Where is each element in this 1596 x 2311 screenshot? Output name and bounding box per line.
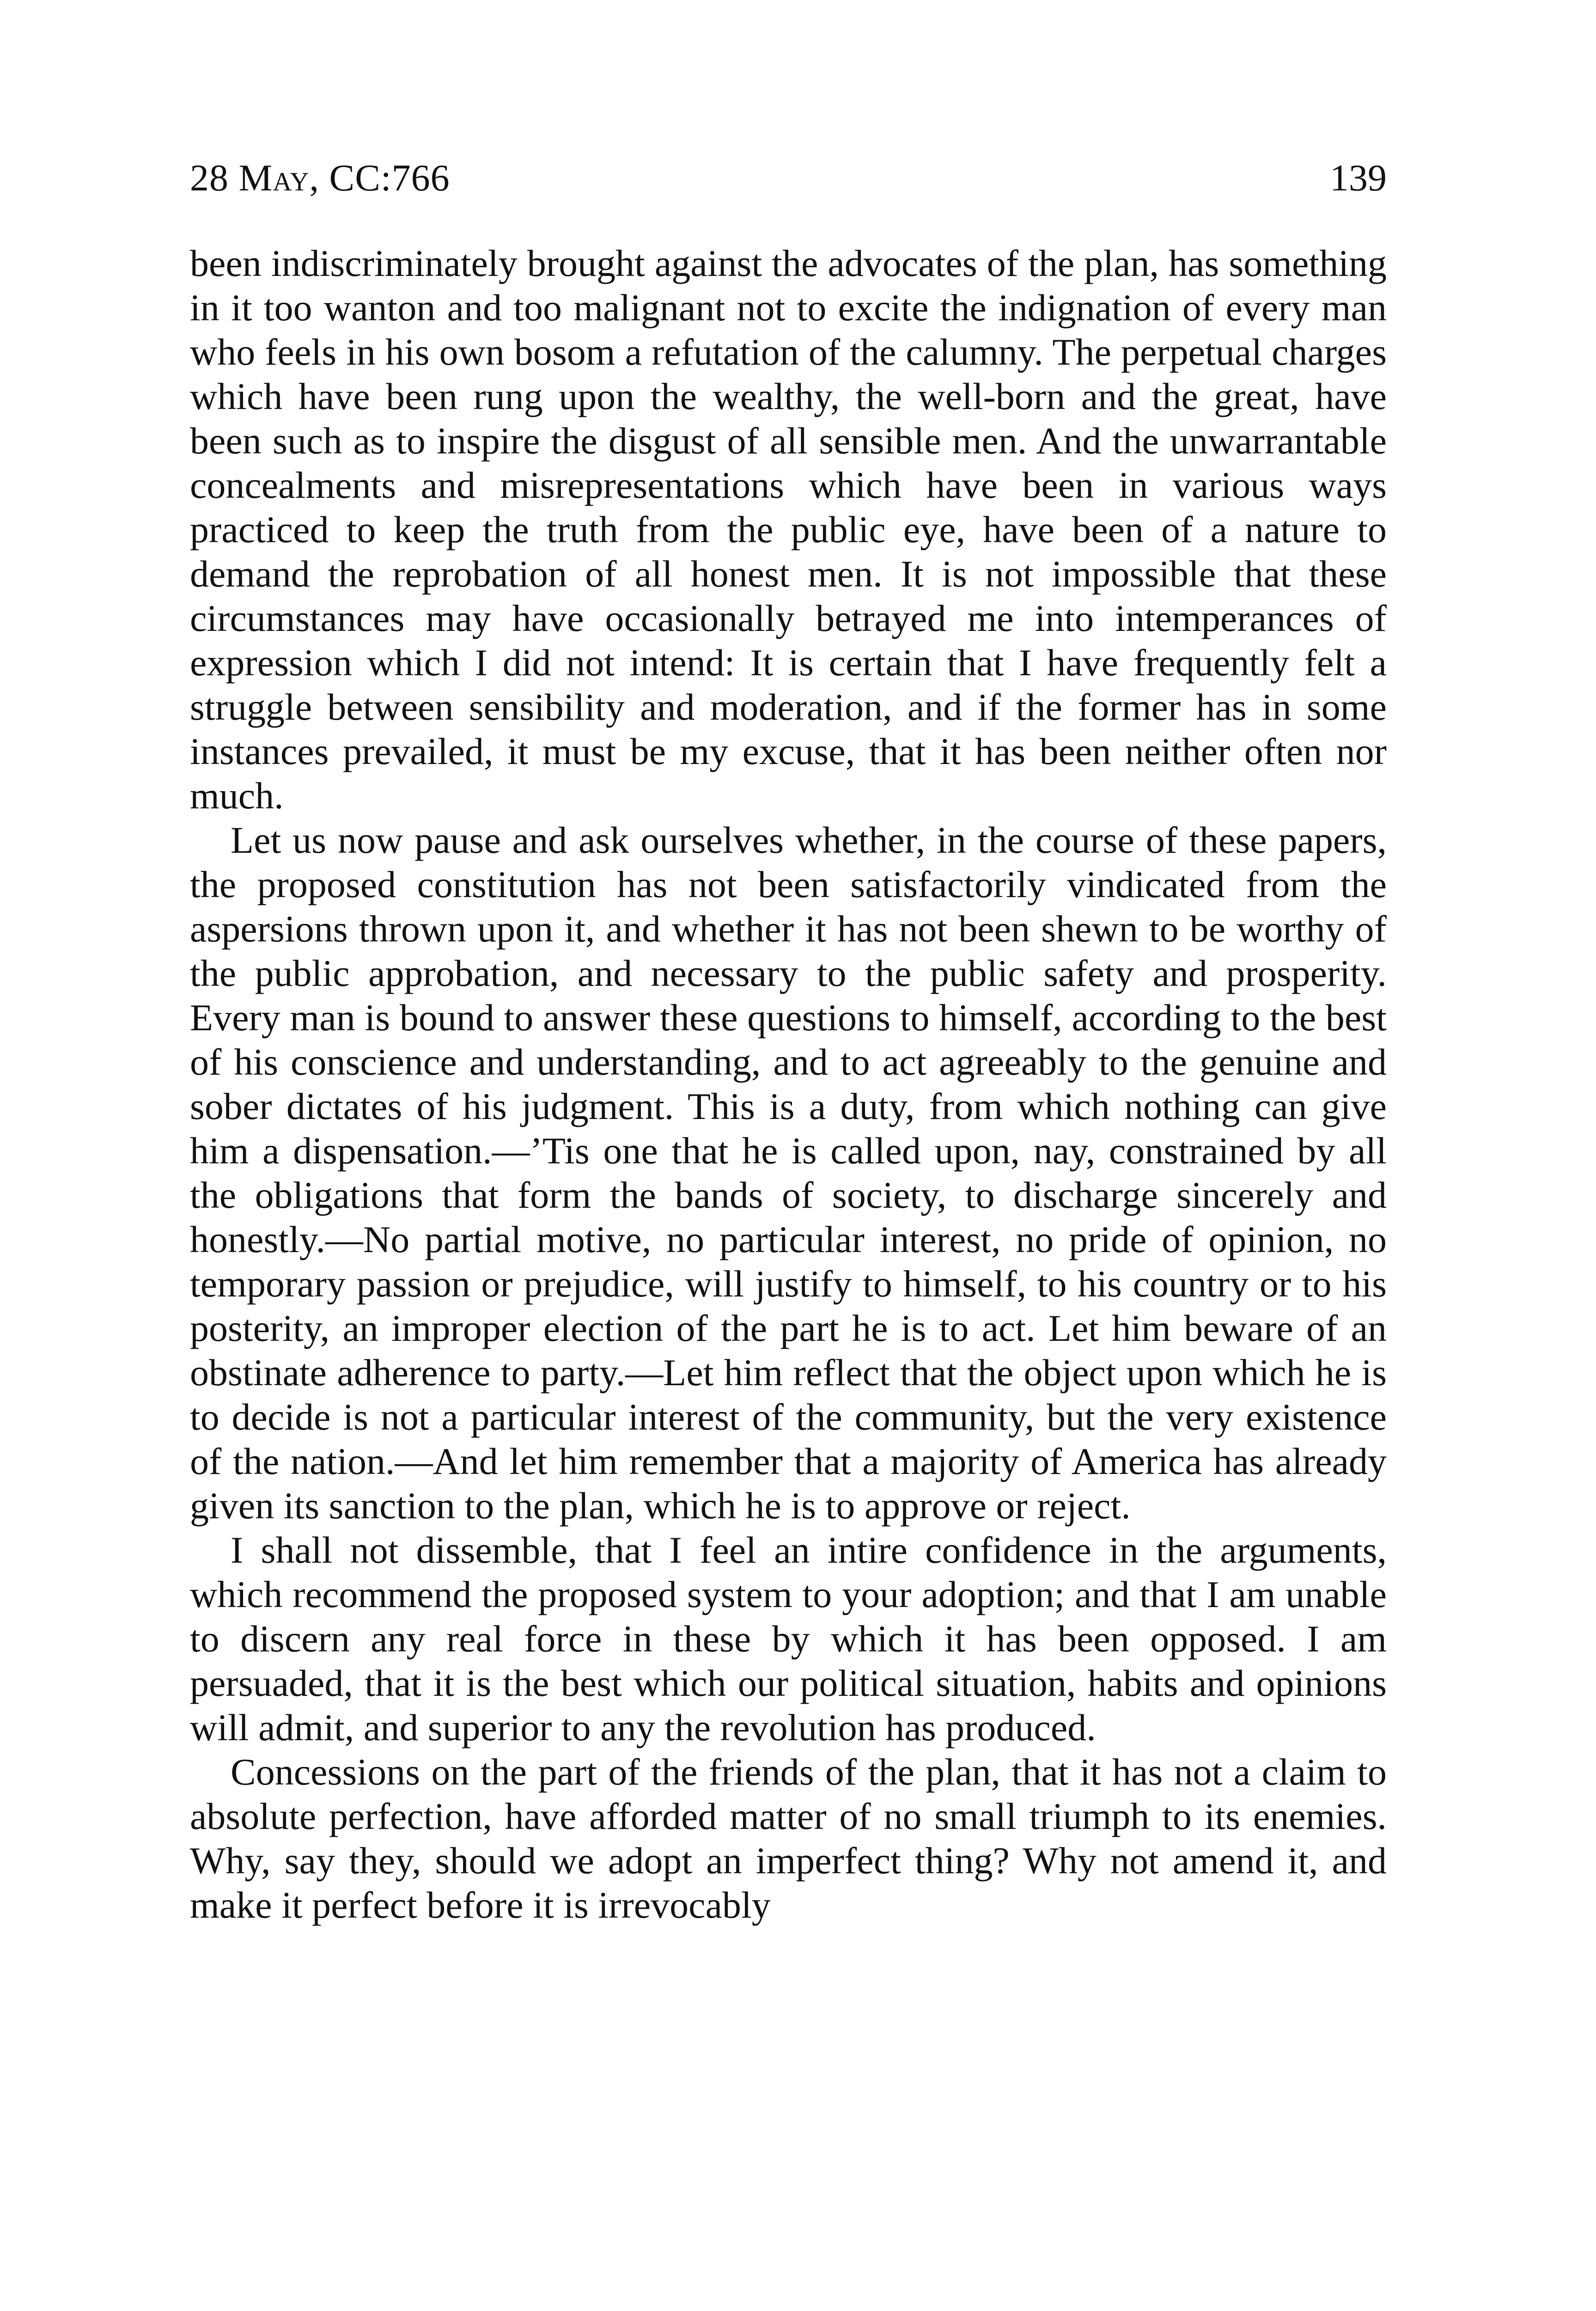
paragraph-3: I shall not dissemble, that I feel an intire confidence in the arguments, which recommend the proposed system to your adoption; and that I am unable to discern any real force in these by which it has been opposed. I am persuaded, that it is the best which our political situation, habits and opinions will admit, and superior to any the revolution has produced. — [190, 1529, 1387, 1749]
running-head-title — [190, 153, 450, 203]
paragraph-4: Concessions on the part of the friends of the plan, that it has not a claim to absolute perfection, have afforded matter of no small triumph to its enemies. Why, say they, should we adopt an imperfect thing? Why not amend it, and make it perfect before it is irrevocably — [190, 1751, 1387, 1926]
running-head-date-month: May — [238, 157, 310, 199]
running-head-date-day: 28 — [190, 157, 239, 199]
paragraph-1: been indiscriminately brought against the advocates of the plan, has something in it too wanton and too malignant not to excite the indignation of every man who feels in his own bosom a refutation of the calumny. The perpetual charges which have been rung upon the wealthy, the well-born and the great, have been such as to inspire the disgust of all sensible men. And the unwarrantable concealments and misrepresentations which have been in various ways practiced to keep the truth from the public eye, have been of a nature to demand the reprobation of all honest men. It is not impossible that these circumstances may have occasionally betrayed me into intemperances of expression which I did not intend: It is certain that I have frequently felt a struggle between sensibility and moderation, and if the former has in some instances prevailed, it must be my excuse, that it has been neither often nor much. — [190, 242, 1387, 817]
running-head — [190, 153, 1387, 203]
paragraph-2: Let us now pause and ask ourselves whether, in the course of these papers, the proposed constitution has not been satisfactorily vindicated from the aspersions thrown upon it, and whether it has not been shewn to be worthy of the public approbation, and necessary to the public safety and prosperity. Every man is bound to answer these questions to himself, according to the best of his conscience and understanding, and to act agreeably to the genuine and sober dictates of his judgment. This is a duty, from which nothing can give him a dispensation.—’Tis one that he is called upon, nay, constrained by all the obligations that form the bands of society, to discharge sincerely and honestly.—No partial motive, no particular interest, no pride of opinion, no temporary passion or prejudice, will justify to himself, to his country or to his posterity, an improper election of the part he is to act. Let him beware of an obstinate adherence to party.—Let him reflect that the object upon which he is to decide is not a particular interest of the community, but the very existence of the nation.—And let him remember that a majority of America has already given its sanction to the plan, which he is to approve or reject. — [190, 819, 1387, 1527]
page-number: 139 — [1330, 157, 1387, 199]
body-text — [190, 241, 1387, 1927]
running-head-document-number: , CC:766 — [309, 157, 450, 199]
